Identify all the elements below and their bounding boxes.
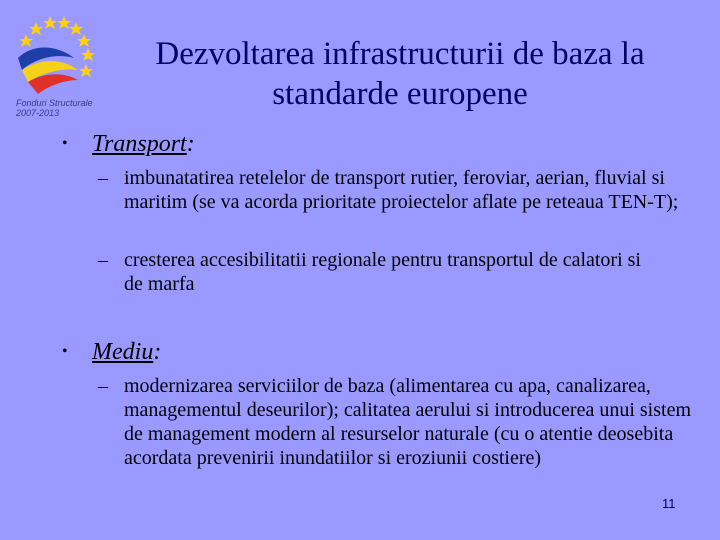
sub-dash: – [98,249,108,271]
bullet-dot: • [62,135,68,152]
sub-item-text: cresterea accesibilitatii regionale pentru transportul de calatori si de marfa [124,249,641,295]
bullet-dot: • [62,343,68,360]
sub-item-text: imbunatatirea retelelor de transport rutier, feroviar, aerian, fluvial si maritim (se va acorda prioritate proiectelor aflate pe reteaua TEN-T); [124,167,679,213]
sub-item-mediu-1 [98,374,698,498]
sub-dash: – [98,167,108,189]
bullet-colon: : [186,131,195,157]
slide-title-line1: Dezvoltarea infrastructurii de baza la [155,36,645,72]
bullet-label-mediu: Mediu [92,339,154,365]
slide-title-line2: standarde europene [272,76,528,112]
sub-item-text: modernizarea serviciilor de baza (alimentarea cu apa, canalizarea, managementul deseurilor); calitatea aerului si introducerea unui sistem de management modern al resurselor naturale (cu o atentie deosebita acordata prevenirii inundatiilor si eroziunii costiere) [124,375,692,469]
logo-caption-line1: Fonduri Structurale [16,98,93,108]
sub-item-transport-2 [98,248,698,296]
logo-caption [16,98,106,118]
sub-dash: – [98,375,108,397]
bullet-transport [62,130,662,158]
sub-item-transport-1 [98,166,698,238]
bullet-colon: : [153,339,162,365]
slide-title [120,34,680,114]
page-number: 11 [662,496,676,511]
logo-caption-line2: 2007-2013 [16,108,60,118]
bullet-label-transport: Transport [92,131,187,157]
bullet-mediu [62,338,662,366]
